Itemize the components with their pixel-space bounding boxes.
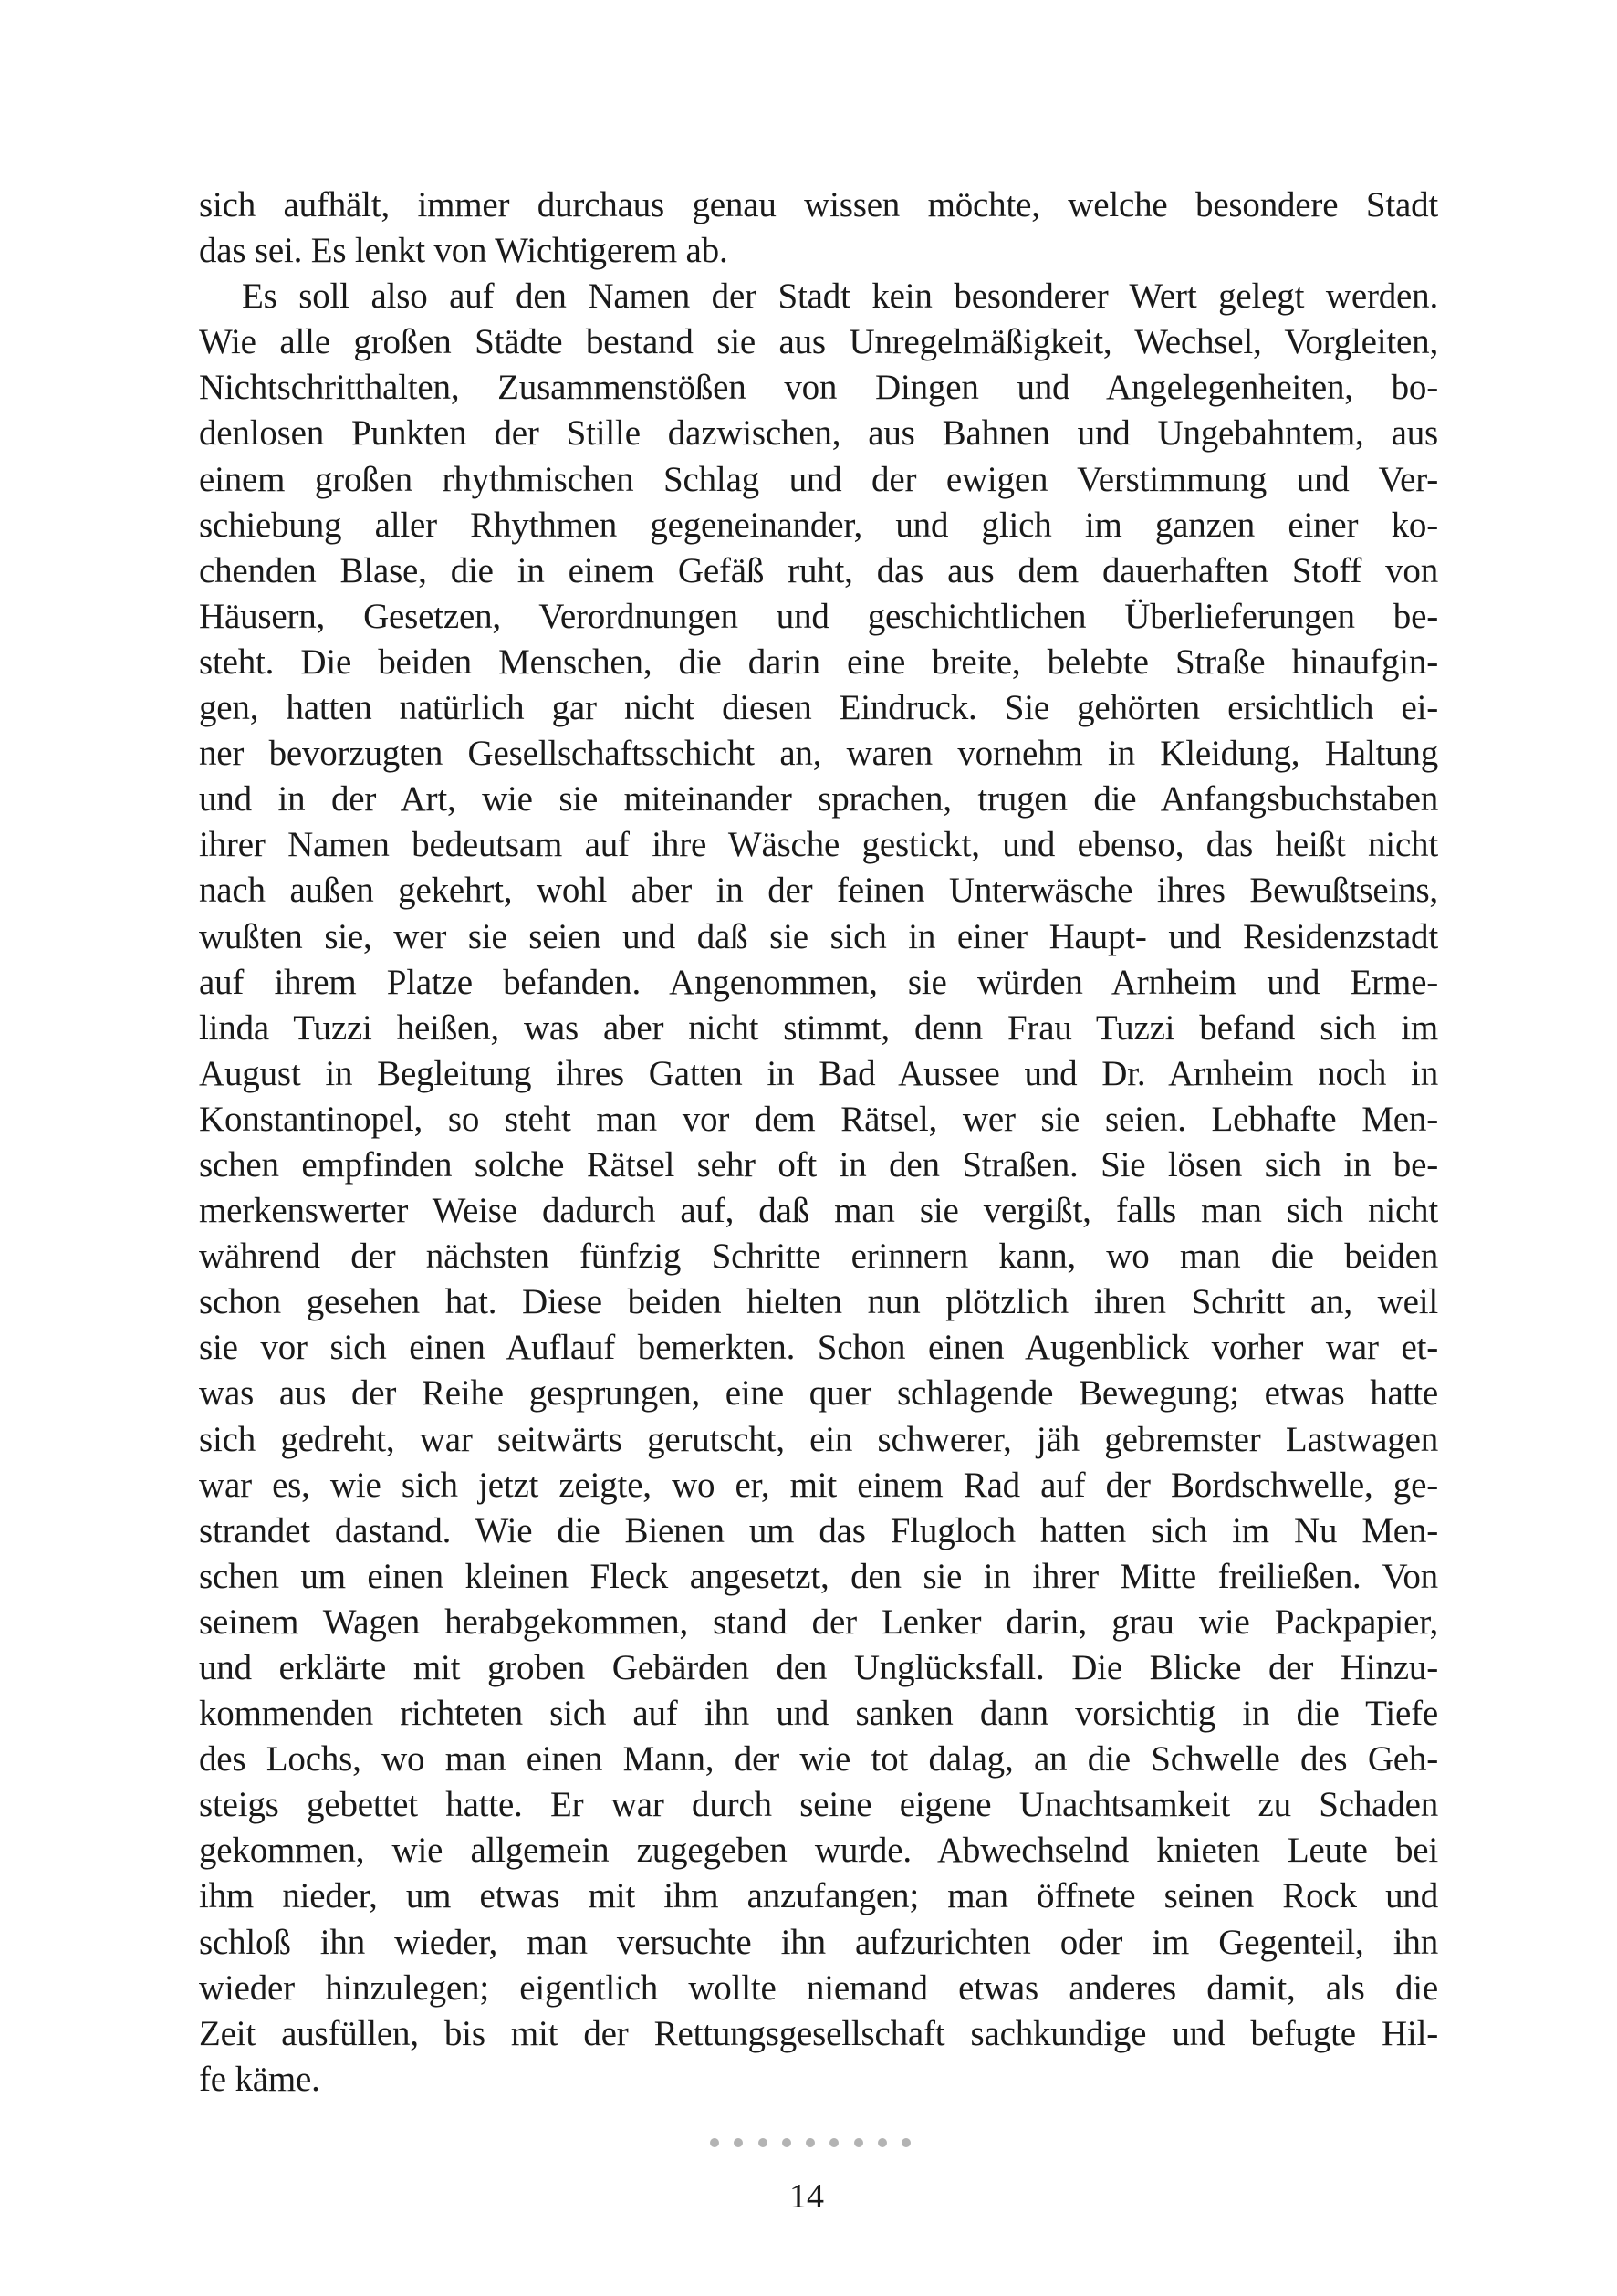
text-line: steigs gebettet hatte. Er war durch seine eigene Unachtsamkeit zu Schaden bbox=[199, 1785, 1438, 1825]
body-text bbox=[199, 183, 1438, 2103]
text-line: merkenswerter Weise dadurch auf, daß man sie vergißt, falls man sich nicht bbox=[199, 1191, 1438, 1231]
ornament-dot bbox=[734, 2138, 743, 2147]
text-line: Es soll also auf den Namen der Stadt kein besonderer Wert gelegt werden. bbox=[242, 277, 1438, 317]
text-line: ihrer Namen bedeutsam auf ihre Wäsche gestickt, und ebenso, das heißt nicht bbox=[199, 825, 1438, 865]
ornament-dot bbox=[829, 2138, 839, 2147]
text-line: des Lochs, wo man einen Mann, der wie tot dalag, an die Schwelle des Geh- bbox=[199, 1739, 1438, 1779]
text-line: Nichtschritthalten, Zusammenstößen von Dingen und Angelegenheiten, bo- bbox=[199, 368, 1438, 408]
text-line: kommenden richteten sich auf ihn und sanken dann vorsichtig in die Tiefe bbox=[199, 1694, 1438, 1734]
page-number: 14 bbox=[789, 2177, 824, 2216]
text-line: sich gedreht, war seitwärts gerutscht, ein schwerer, jäh gebremster Lastwagen bbox=[199, 1419, 1438, 1459]
text-line: schen empfinden solche Rätsel sehr oft in den Straßen. Sie lösen sich in be- bbox=[199, 1144, 1438, 1185]
text-line: sich aufhält, immer durchaus genau wissen möchte, welche besondere Stadt bbox=[199, 185, 1438, 224]
text-line: Zeit ausfüllen, bis mit der Rettungsgesellschaft sachkundige und befugte Hil- bbox=[199, 2013, 1438, 2053]
text-line: nach außen gekehrt, wohl aber in der feinen Unterwäsche ihres Bewußtseins, bbox=[199, 871, 1438, 911]
text-line: auf ihrem Platze befanden. Angenommen, sie würden Arnheim und Erme- bbox=[199, 962, 1438, 1002]
text-line: während der nächsten fünfzig Schritte erinnern kann, wo man die beiden bbox=[199, 1237, 1438, 1277]
text-line: steht. Die beiden Menschen, die darin eine breite, belebte Straße hinaufgin- bbox=[199, 642, 1438, 682]
text-line: einem großen rhythmischen Schlag und der ewigen Verstimmung und Ver- bbox=[199, 459, 1438, 499]
text-line: seinem Wagen herabgekommen, stand der Lenker darin, grau wie Packpapier, bbox=[199, 1602, 1438, 1642]
ornament-dot bbox=[878, 2138, 887, 2147]
text-line: und in der Art, wie sie miteinander sprachen, trugen die Anfangsbuchstaben bbox=[199, 779, 1438, 819]
text-line: chenden Blase, die in einem Gefäß ruht, das aus dem dauerhaften Stoff von bbox=[199, 550, 1438, 590]
text-line: schon gesehen hat. Diese beiden hielten nun plötzlich ihren Schritt an, weil bbox=[199, 1282, 1438, 1322]
text-line: schiebung aller Rhythmen gegeneinander, und glich im ganzen einer ko- bbox=[199, 505, 1438, 545]
text-line: und erklärte mit groben Gebärden den Unglücksfall. Die Blicke der Hinzu- bbox=[199, 1648, 1438, 1687]
text-line: Häusern, Gesetzen, Verordnungen und geschichtlichen Überlieferungen be- bbox=[199, 596, 1438, 636]
text-line: gen, hatten natürlich gar nicht diesen Eindruck. Sie gehörten ersichtlich ei- bbox=[199, 688, 1438, 728]
text-line: war es, wie sich jetzt zeigte, wo er, mit einem Rad auf der Bordschwelle, ge- bbox=[199, 1465, 1438, 1505]
dot-ornament-divider bbox=[710, 2138, 911, 2149]
text-line: ner bevorzugten Gesellschaftsschicht an, waren vornehm in Kleidung, Haltung bbox=[199, 734, 1438, 774]
text-line: denlosen Punkten der Stille dazwischen, aus Bahnen und Ungebahntem, aus bbox=[199, 413, 1438, 454]
ornament-dot bbox=[806, 2138, 815, 2147]
text-line: wieder hinzulegen; eigentlich wollte niemand etwas anderes damit, als die bbox=[199, 1967, 1438, 2008]
text-line: schen um einen kleinen Fleck angesetzt, den sie in ihrer Mitte freiließen. Von bbox=[199, 1556, 1438, 1596]
text-line: fe käme. bbox=[199, 2059, 320, 2099]
text-line: strandet dastand. Wie die Bienen um das Flugloch hatten sich im Nu Men- bbox=[199, 1510, 1438, 1550]
text-line: ihm nieder, um etwas mit ihm anzufangen; man öffnete seinen Rock und bbox=[199, 1876, 1438, 1916]
text-line: wußten sie, wer sie seien und daß sie sich in einer Haupt- und Residenzstadt bbox=[199, 916, 1438, 956]
text-line: sie vor sich einen Auflauf bemerkten. Schon einen Augenblick vorher war et- bbox=[199, 1328, 1438, 1368]
text-line: Wie alle großen Städte bestand sie aus Unregelmäßigkeit, Wechsel, Vorgleiten, bbox=[199, 322, 1438, 362]
ornament-dot bbox=[902, 2138, 911, 2147]
ornament-dot bbox=[854, 2138, 863, 2147]
text-line: Konstantinopel, so steht man vor dem Rätsel, wer sie seien. Lebhafte Men- bbox=[199, 1099, 1438, 1139]
ornament-dot bbox=[782, 2138, 791, 2147]
text-line: das sei. Es lenkt von Wichtigerem ab. bbox=[199, 231, 728, 271]
text-line: linda Tuzzi heißen, was aber nicht stimmt, denn Frau Tuzzi befand sich im bbox=[199, 1007, 1438, 1048]
text-line: was aus der Reihe gesprungen, eine quer schlagende Bewegung; etwas hatte bbox=[199, 1373, 1438, 1414]
text-line: August in Begleitung ihres Gatten in Bad Aussee und Dr. Arnheim noch in bbox=[199, 1053, 1438, 1093]
text-line: gekommen, wie allgemein zugegeben wurde. Abwechselnd knieten Leute bei bbox=[199, 1831, 1438, 1871]
text-line: schloß ihn wieder, man versuchte ihn aufzurichten oder im Gegenteil, ihn bbox=[199, 1922, 1438, 1962]
ornament-dot bbox=[758, 2138, 767, 2147]
ornament-dot bbox=[710, 2138, 719, 2147]
